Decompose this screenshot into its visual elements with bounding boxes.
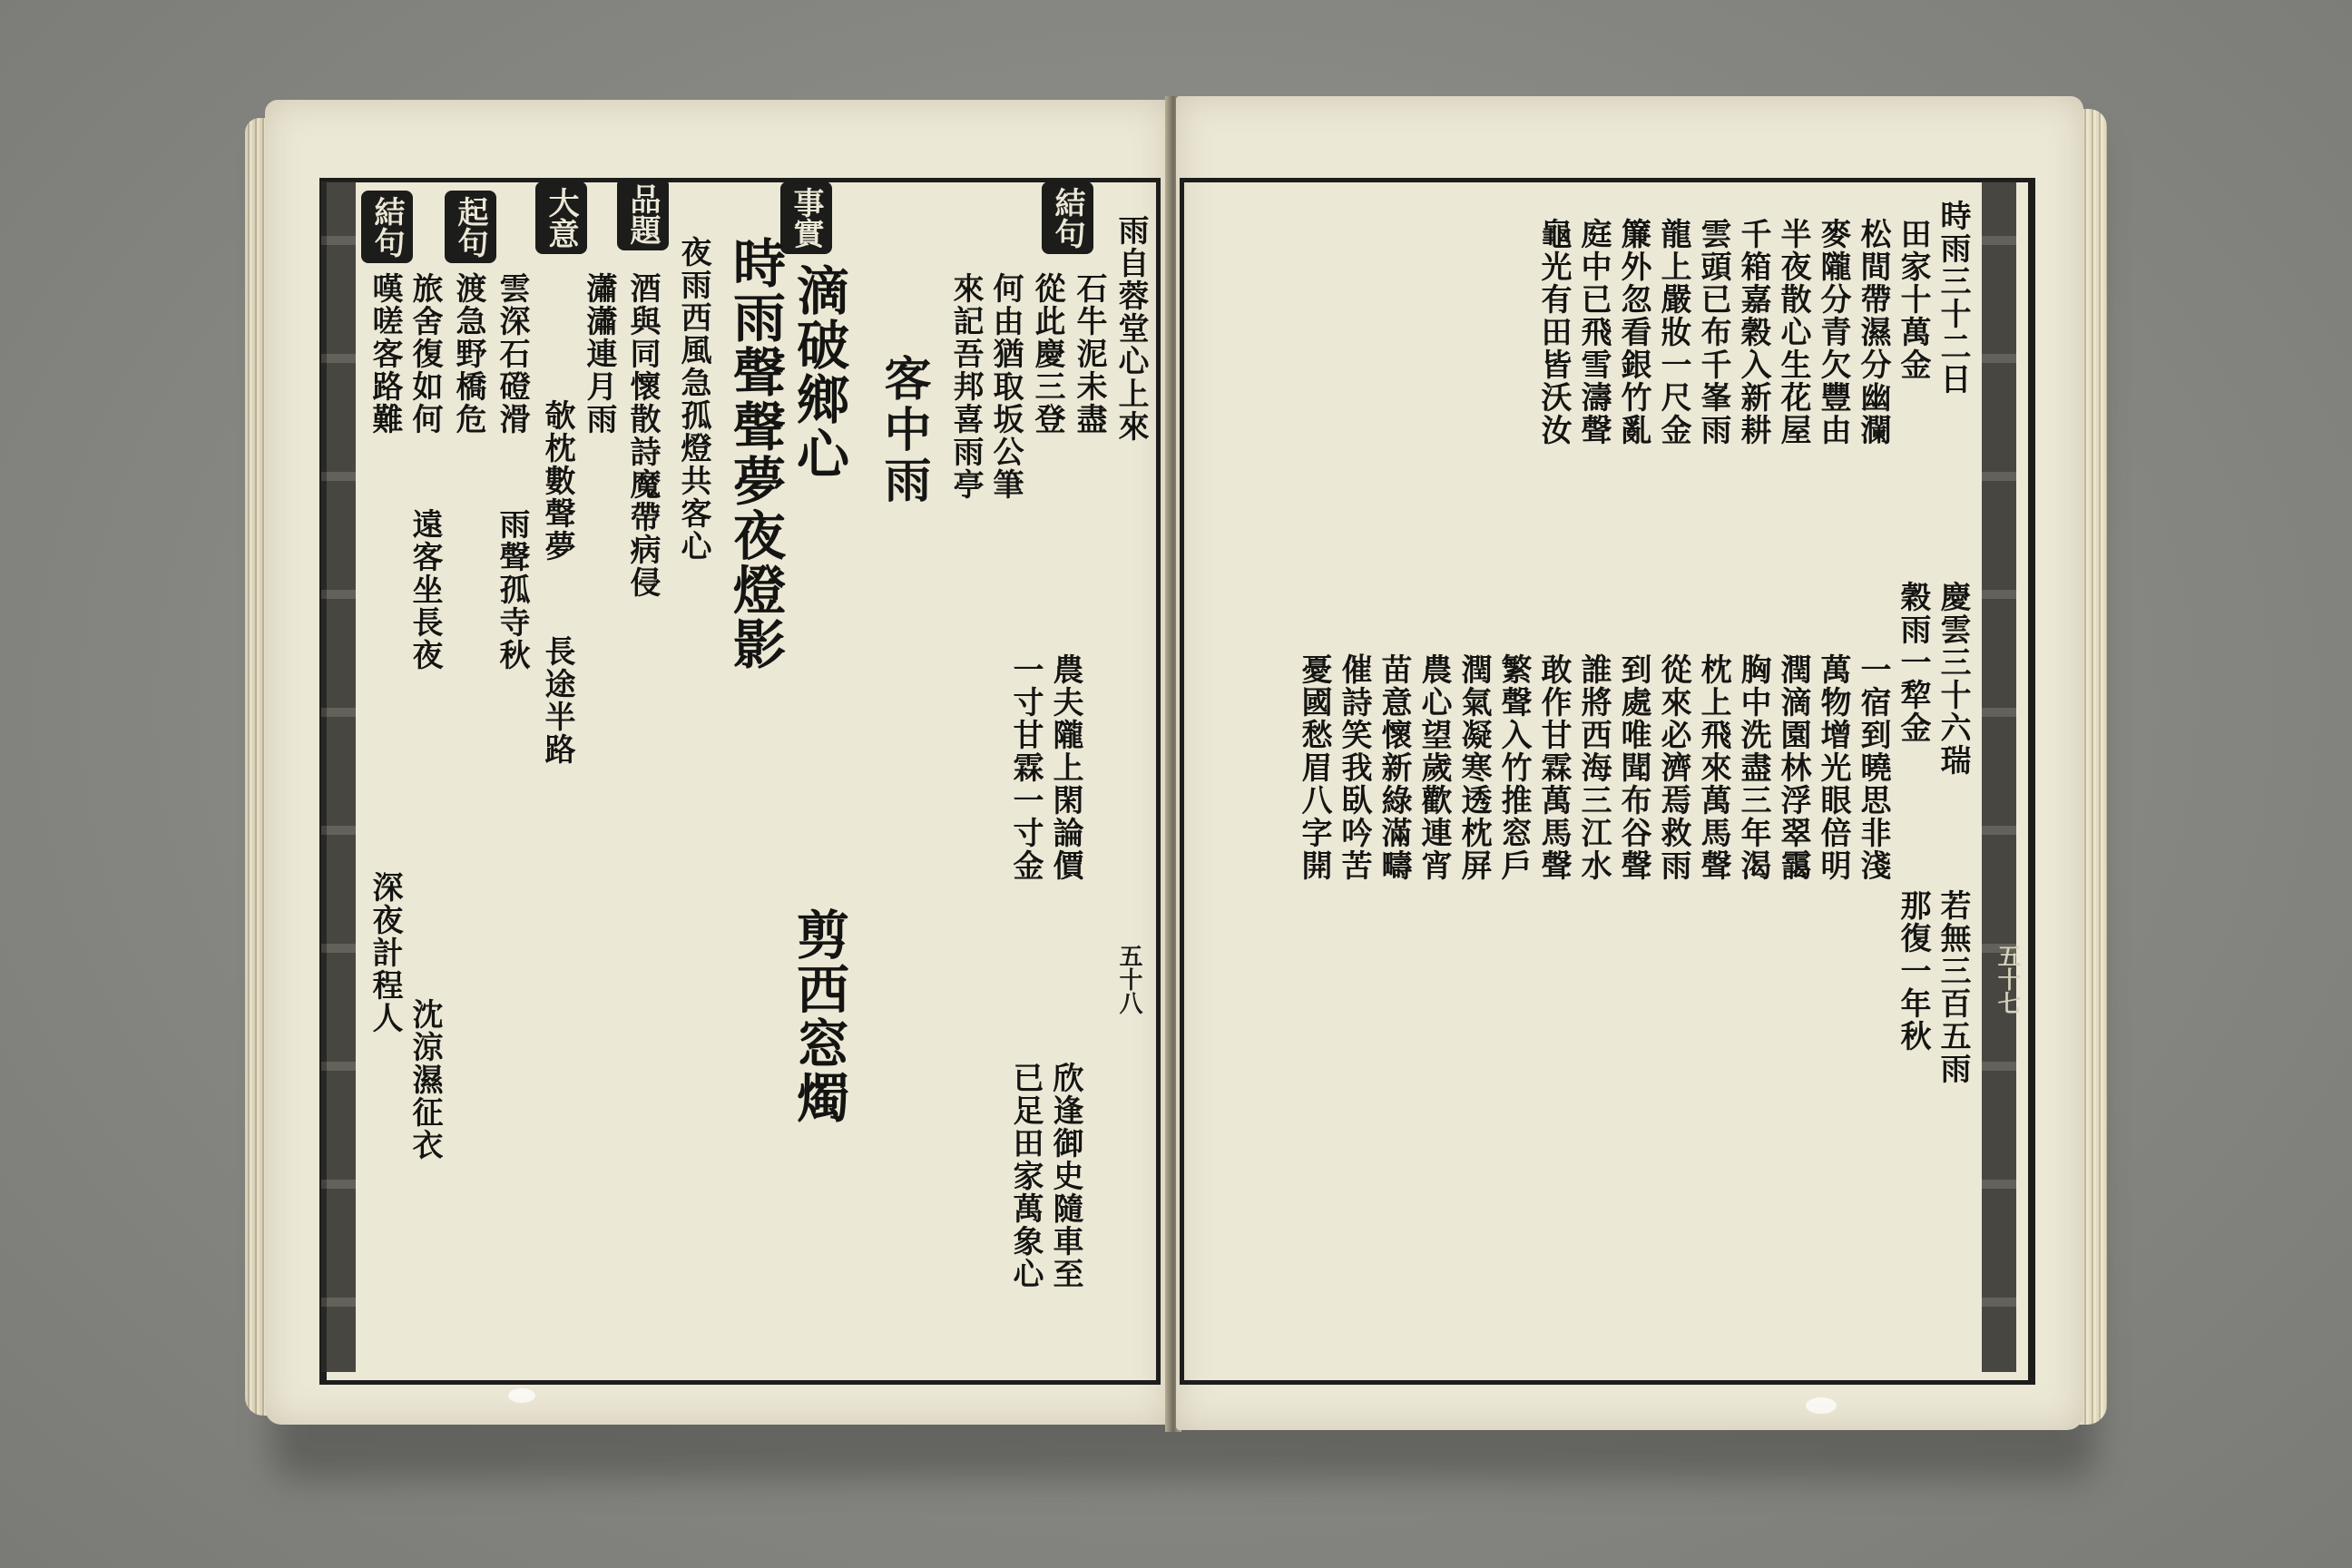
title-box-pinti: 品題 [617, 178, 669, 250]
right-col-18: 庭中已飛雪濤聲 [1575, 218, 1612, 446]
left-col-4: 何由猶取坂公筆 [987, 272, 1024, 501]
title-box-shishi: 事實 [780, 181, 832, 254]
left-col-3: 從此慶三登 [1029, 272, 1065, 436]
right-col-15: 龍上嚴妝一尺金 [1655, 218, 1691, 446]
left-col-15: 旅舍復如何 [407, 272, 443, 436]
left-col-5: 來記吾邦喜雨亭 [947, 272, 984, 501]
right-col-13: 雲頭已布千峯雨 [1695, 218, 1731, 446]
left-col-21: 沈涼濕征衣 [407, 998, 443, 1161]
right-col-25: 繁聲入竹推窓戶 [1495, 653, 1532, 882]
right-col-34: 已足田家萬象心 [1007, 1062, 1044, 1290]
right-col-14: 潤滴園林浮翠靄 [1775, 653, 1811, 882]
right-col-29: 催詩笑我臥吟苦 [1336, 653, 1372, 882]
right-page-number: 五十七 [1994, 944, 2021, 1014]
right-col-9: 一宿到曉思非淺 [1855, 653, 1891, 882]
left-col-9: 夜雨西風急孤燈共客心 [675, 236, 711, 563]
right-col-28: 苗意懷新綠滿疇 [1376, 653, 1412, 882]
paper-stain [508, 1388, 535, 1403]
left-col-10: 酒與同懷散詩魔帶病侵 [624, 272, 661, 599]
right-col-3: 若無三百五雨 [1935, 889, 1971, 1085]
right-col-7: 松間帶濕分幽瀾 [1855, 218, 1891, 446]
title-box-qiju: 起句 [445, 191, 496, 263]
left-col-19: 嘆嗟客路難 [367, 272, 403, 436]
right-col-5: 穀雨一犂金 [1895, 581, 1931, 744]
left-page-number: 五十八 [1115, 944, 1142, 1014]
title-box-dayi: 大意 [535, 181, 587, 254]
left-col-20: 深夜計程人 [367, 871, 403, 1034]
left-col-16: 雨聲孤寺秋 [494, 508, 530, 671]
right-col-22: 到處唯聞布谷聲 [1615, 653, 1651, 882]
right-col-4: 田家十萬金 [1895, 218, 1931, 381]
paper-stain [1806, 1397, 1837, 1414]
right-col-27: 農心望歲歡連宵 [1416, 653, 1452, 882]
right-col-6: 那復一年秋 [1895, 889, 1931, 1053]
left-col-17: 遠客坐長夜 [407, 508, 443, 671]
right-margin-strip [1982, 181, 2016, 1372]
left-margin-strip [321, 181, 356, 1372]
right-col-32: 一寸甘霖一寸金 [1007, 653, 1044, 882]
right-col-23: 誰將西海三江水 [1575, 653, 1612, 882]
left-col-14: 渡急野橋危 [450, 272, 486, 436]
right-col-30: 憂國愁眉八字開 [1296, 653, 1332, 882]
title-box-jieju-2: 結句 [361, 191, 413, 263]
left-col-12: 欹枕數聲夢 [539, 399, 575, 563]
left-col-8: 時雨聲聲夢夜燈影 [724, 236, 786, 671]
left-col-1: 雨自蓉堂心上來 [1112, 214, 1149, 443]
title-box-jieju: 結句 [1042, 181, 1093, 254]
left-col-13: 雲深石磴滑 [494, 272, 530, 436]
right-col-1: 時雨三十二日 [1935, 200, 1971, 396]
right-col-12: 萬物增光眼倍明 [1815, 653, 1851, 882]
left-col-7: 剪西窓燭 [788, 907, 849, 1125]
right-col-33: 欣逢御史隨車至 [1047, 1062, 1083, 1290]
right-col-20: 枕上飛來萬馬聲 [1695, 653, 1731, 882]
poem-heading: 客中雨 [876, 354, 931, 506]
right-col-10: 半夜散心生花屋 [1775, 218, 1811, 446]
left-col-6: 滴破鄉心 [788, 263, 849, 481]
right-col-2: 慶雲三十六瑞 [1935, 581, 1971, 777]
right-col-19: 龜光有田皆沃汝 [1535, 218, 1572, 446]
right-col-26: 潤氣凝寒透枕屏 [1455, 653, 1492, 882]
left-col-2: 石牛泥未盡 [1071, 272, 1107, 436]
right-col-11: 千箱嘉穀入新耕 [1735, 218, 1771, 446]
right-col-16: 簾外忽看銀竹亂 [1615, 218, 1651, 446]
right-col-21: 從來必濟焉救雨 [1655, 653, 1691, 882]
right-col-31: 農夫隴上閑論價 [1047, 653, 1083, 882]
right-col-24: 敢作甘霖萬馬聲 [1535, 653, 1572, 882]
left-col-18: 長途半路 [539, 635, 575, 766]
right-col-17: 胸中洗盡三年渴 [1735, 653, 1771, 882]
right-col-8: 麥隴分青欠豐由 [1815, 218, 1851, 446]
left-col-11: 瀟瀟連月雨 [581, 272, 617, 436]
